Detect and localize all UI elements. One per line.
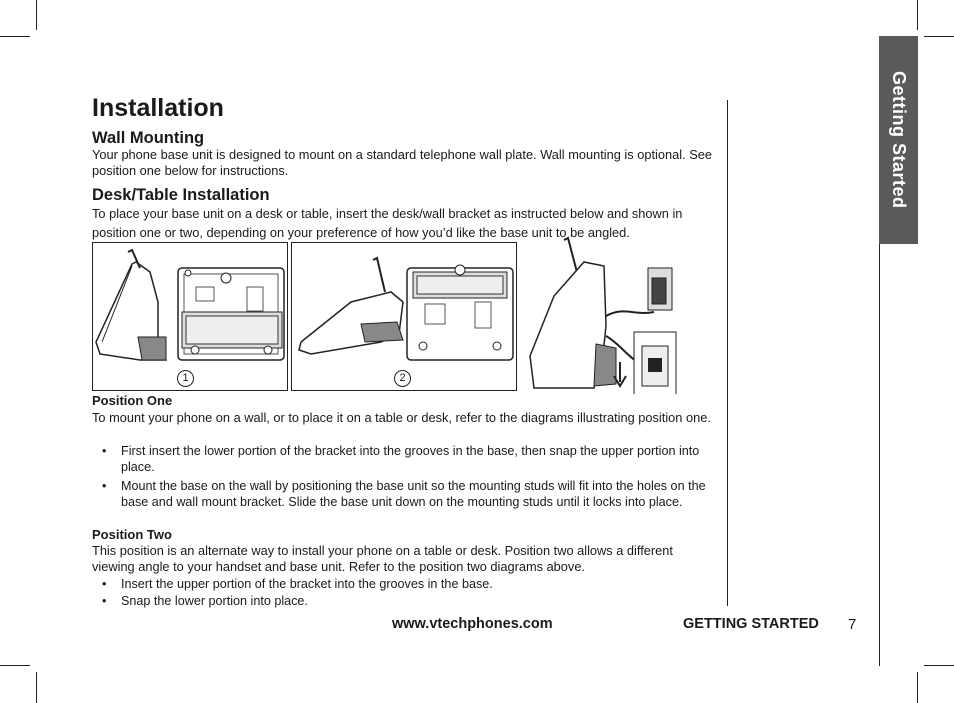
wall-mounting-text: Your phone base unit is designed to mount on a standard telephone wall plate. Wall mounting is optional. See position one below for instructions. bbox=[92, 147, 712, 178]
crop-mark bbox=[924, 36, 954, 37]
page-number: 7 bbox=[848, 616, 857, 633]
crop-mark bbox=[924, 665, 954, 666]
figure-wall-mount bbox=[524, 236, 682, 394]
wall-mount-diagram bbox=[524, 236, 682, 394]
position-two-diagram bbox=[291, 242, 517, 391]
list-item: • Mount the base on the wall by positioning the base unit so the mounting studs will fit into the holes on the base and wall mount bracket. Slide the base unit down on the mounting studs until it locks into place. bbox=[92, 478, 712, 510]
column-divider bbox=[727, 100, 728, 606]
tab-rule bbox=[879, 244, 880, 666]
figure-position-two bbox=[291, 242, 517, 391]
desk-install-text: To place your base unit on a desk or table, insert the desk/wall bracket as instructed below and shown in position one or two, depending on your preference of how you’d like the base unit to be angled. bbox=[92, 206, 683, 240]
wall-mounting-heading: Wall Mounting bbox=[92, 129, 205, 147]
crop-mark bbox=[0, 665, 30, 666]
section-tab-label: Getting Started bbox=[889, 71, 909, 209]
list-item: • Snap the lower portion into place. bbox=[92, 593, 712, 609]
footer-url[interactable]: www.vtechphones.com bbox=[392, 616, 553, 632]
position-one-heading: Position One bbox=[92, 393, 173, 408]
crop-mark bbox=[36, 0, 37, 30]
section-tab bbox=[879, 36, 918, 244]
figure-label-one: 1 bbox=[177, 370, 194, 387]
position-two-steps bbox=[92, 576, 712, 612]
crop-mark bbox=[36, 672, 37, 703]
crop-mark bbox=[917, 672, 918, 703]
position-one-diagram bbox=[92, 242, 288, 391]
page-title: Installation bbox=[92, 94, 224, 122]
crop-mark bbox=[0, 36, 30, 37]
figure-position-one bbox=[92, 242, 288, 391]
list-item: • First insert the lower portion of the bracket into the grooves in the base, then snap the upper portion into place. bbox=[92, 443, 712, 475]
position-two-heading: Position Two bbox=[92, 527, 172, 542]
footer-section: GETTING STARTED bbox=[683, 616, 819, 632]
list-item: • Insert the upper portion of the bracket into the grooves in the base. bbox=[92, 576, 712, 592]
figure-label-two: 2 bbox=[394, 370, 411, 387]
position-one-text: To mount your phone on a wall, or to place it on a table or desk, refer to the diagrams illustrating position one. bbox=[92, 410, 711, 425]
position-two-text: This position is an alternate way to install your phone on a table or desk. Position two allows a different viewing angle to your handset and base unit. Refer to the position two diagrams above. bbox=[92, 543, 673, 574]
desk-install-heading: Desk/Table Installation bbox=[92, 186, 270, 204]
crop-mark bbox=[917, 0, 918, 30]
position-one-steps bbox=[92, 443, 712, 513]
